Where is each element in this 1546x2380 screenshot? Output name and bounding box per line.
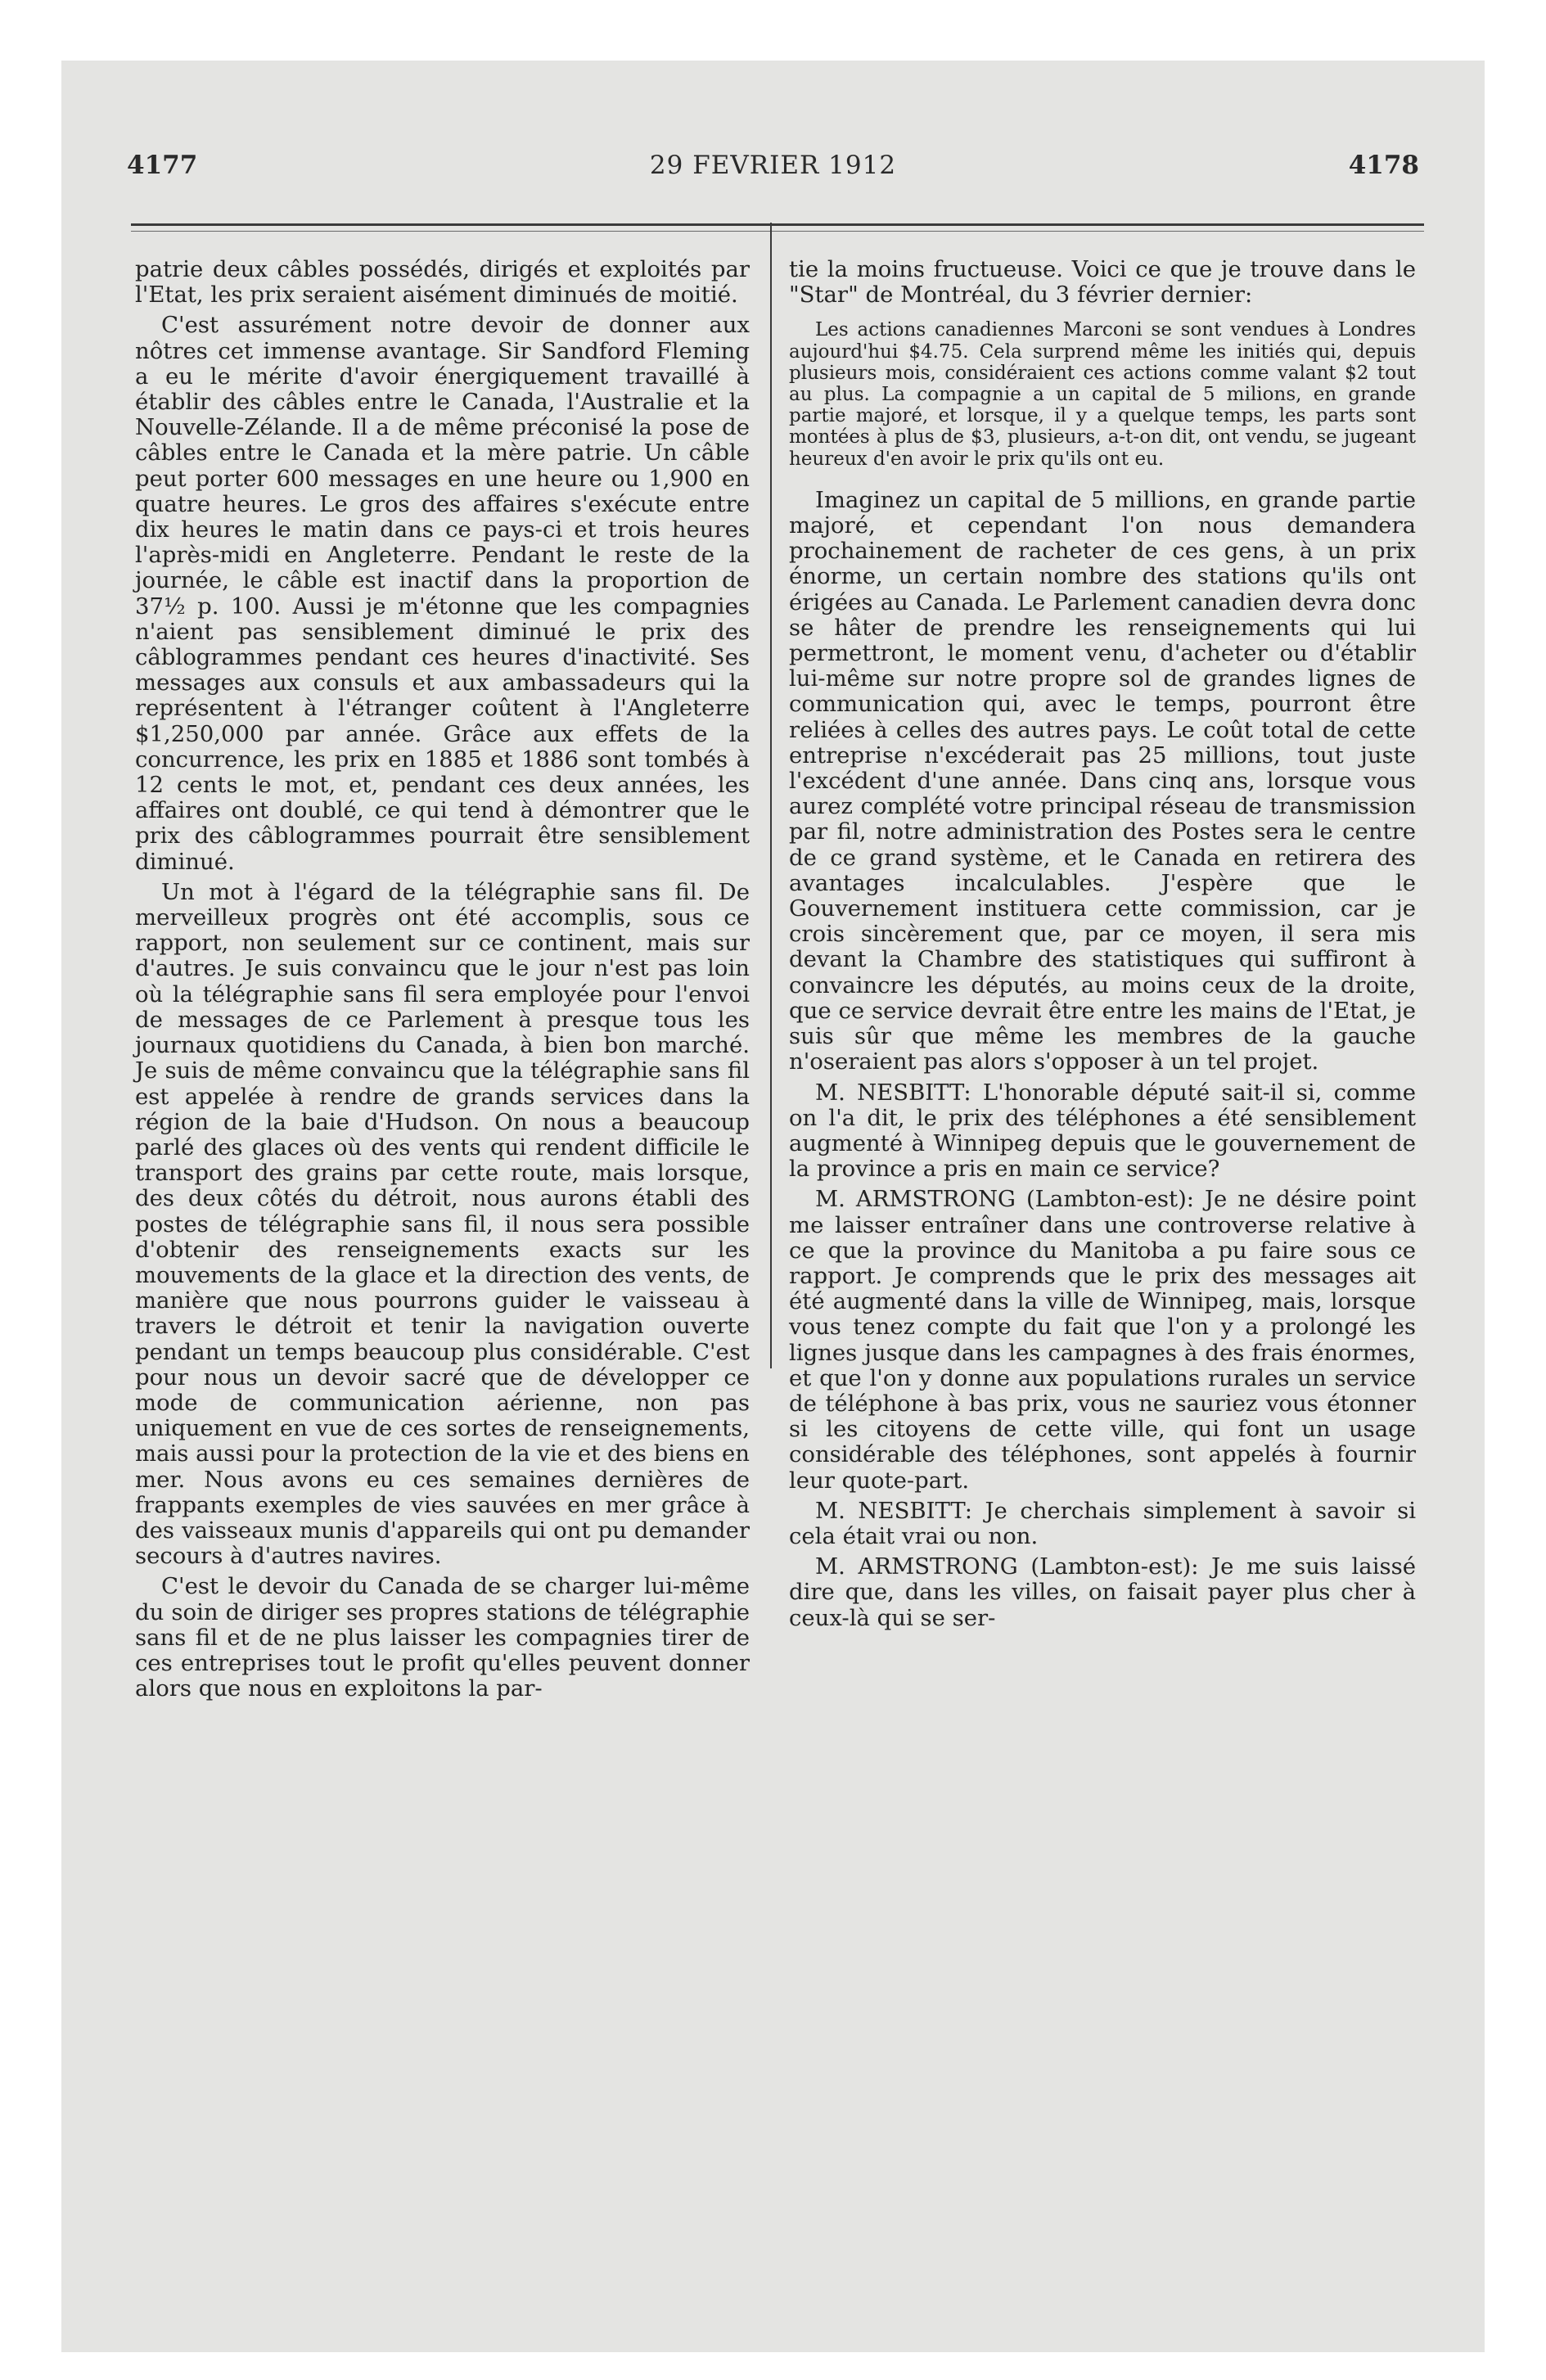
speech-armstrong: M. ARMSTRONG (Lambton-est): Je ne désire point me laisser entraîner dans une controverse relative à ce que la province du Manitoba a pu faire sous ce rapport. Je comprends que le prix des messages ait été augmenté dans la ville de Winnipeg, mais, lorsque vous tenez compte du fait que l'on y a prolongé les lignes jusque dans les campagnes à des frais énormes, et que l'on y donne aux populations rurales un service de téléphone à bas prix, vous ne sauriez vous étonner si les citoyens de cette ville, qui font un usage considérable des téléphones, sont appelés à fournir leur quote-part.	[789, 1186, 1416, 1494]
page-number-left: 4177	[127, 151, 198, 180]
speech-armstrong: M. ARMSTRONG (Lambton-est): Je me suis laissé dire que, dans les villes, on faisait payer plus cher à ceux-là qui se ser-	[789, 1553, 1416, 1631]
page-number-right: 4178	[1348, 151, 1419, 180]
paragraph: tie la moins fructueuse. Voici ce que je trouve dans le "Star" de Montréal, du 3 février dernier:	[789, 256, 1416, 309]
column-divider	[770, 223, 772, 1368]
paragraph: Imaginez un capital de 5 millions, en grande partie majoré, et cependant l'on nous demandera prochainement de racheter de ces gens, à un prix énorme, un certain nombre des stations qu'ils ont érigées au Canada. Le Parlement canadien devra donc se hâter de prendre les renseignements qui lui permettront, le moment venu, d'acheter ou d'établir lui-même sur notre propre sol de grandes lignes de communication qui, avec le temps, pourront être reliées à celles des autres pays. Le coût total de cette entreprise n'excéderait pas 25 millions, tout juste l'excédent d'une année. Dans cinq ans, lorsque vous aurez complété votre principal réseau de transmission par fil, notre administration des Postes sera le centre de ce grand système, et le Canada en retirera des avantages incalculables. J'espère que le Gouvernement instituera cette commission, car je crois sincèrement que, par ce moyen, il sera mis devant la Chambre des statistiques qui suffiront à convaincre les députés, au moins ceux de la droite, que ce service devrait être entre les mains de l'Etat, je suis sûr que même les membres de la gauche n'oseraient pas alors s'opposer à un tel projet.	[789, 486, 1416, 1075]
left-column	[135, 257, 750, 1706]
speech-nesbitt: M. NESBITT: Je cherchais simplement à savoir si cela était vrai ou non.	[789, 1497, 1416, 1549]
paragraph: C'est le devoir du Canada de se charger lui-même du soin de diriger ses propres stations de télégraphie sans fil et de ne plus laisser les compagnies tirer de ces entreprises tout le profit qu'elles peuvent donner alors que nous en exploitons la par-	[135, 1573, 750, 1702]
paragraph: Un mot à l'égard de la télégraphie sans fil. De merveilleux progrès ont été accomplis, sous ce rapport, non seulement sur ce continent, mais sur d'autres. Je suis convaincu que le jour n'est pas loin où la télégraphie sans fil sera employée pour l'envoi de messages de ce Parlement à presque tous les journaux quotidiens du Canada, à bien bon marché. Je suis de même convaincu que la télégraphie sans fil est appelée à rendre de grands services dans la région de la baie d'Hudson. On nous a beaucoup parlé des glaces où des vents qui rendent difficile le transport des grains par cette route, mais lorsque, des deux côtés du détroit, nous aurons établi des postes de télégraphie sans fil, il nous sera possible d'obtenir des renseignements exacts sur les mouvements de la glace et la direction des vents, de manière que nous pourrons guider le vaisseau à travers le détroit et tenir la navigation ouverte pendant un temps beaucoup plus considérable. C'est pour nous un devoir sacré que de développer ce mode de communication aérienne, non pas uniquement en vue de ces sortes de renseignements, mais aussi pour la protection de la vie et des biens en mer. Nous avons eu ces semaines dernières de frappants exemples de vies sauvées en mer grâce à des vaisseaux munis d'appareils qui ont pu demander secours à d'autres navires.	[135, 878, 750, 1570]
newspaper-quote: Les actions canadiennes Marconi se sont vendues à Londres aujourd'hui $4.75. Cela surprend même les initiés qui, depuis plusieurs mois, considéraient ces actions comme valant $2 tout au plus. La compagnie a un capital de 5 milions, en grande partie majoré, et lorsque, il y a quelque temps, les parts sont montées à plus de $3, plusieurs, a-t-on dit, ont vendu, se jugeant heureux d'en avoir le prix qu'ils ont eu.	[789, 319, 1416, 470]
paragraph: C'est assurément notre devoir de donner aux nôtres cet immense avantage. Sir Sandford Fleming a eu le mérite d'avoir énergiquement travaillé à établir des câbles entre le Canada, l'Australie et la Nouvelle-Zélande. Il a de même préconisé la pose de câbles entre le Canada et la mère patrie. Un câble peut porter 600 messages en une heure ou 1,900 en quatre heures. Le gros des affaires s'exécute entre dix heures le matin dans ce pays-ci et trois heures l'après-midi en Angleterre. Pendant le reste de la journée, le câble est inactif dans la proportion de 37½ p. 100. Aussi je m'étonne que les compagnies n'aient pas sensiblement diminué le prix des câblogrammes pendant ces heures d'inactivité. Ses messages aux consuls et aux ambassadeurs qui la représentent à l'étranger coûtent à l'Angleterre $1,250,000 par année. Grâce aux effets de la concurrence, les prix en 1885 et 1886 sont tombés à 12 cents le mot, et, pendant ces deux années, les affaires ont doublé, ce qui tend à démontrer que le prix des câblogrammes pourrait être sensiblement diminué.	[135, 312, 750, 875]
header-rule	[131, 223, 1424, 226]
header-rule-thin	[131, 231, 1424, 232]
speech-nesbitt: M. NESBITT: L'honorable député sait-il si, comme on l'a dit, le prix des téléphones a été sensiblement augmenté à Winnipeg depuis que le gouvernement de la province a pris en main ce service?	[789, 1079, 1416, 1183]
paragraph: patrie deux câbles possédés, dirigés et exploités par l'Etat, les prix seraient aisément diminués de moitié.	[135, 256, 750, 309]
right-column	[789, 257, 1416, 1636]
scanned-page	[61, 61, 1485, 2352]
page-date: 29 FEVRIER 1912	[649, 151, 897, 180]
